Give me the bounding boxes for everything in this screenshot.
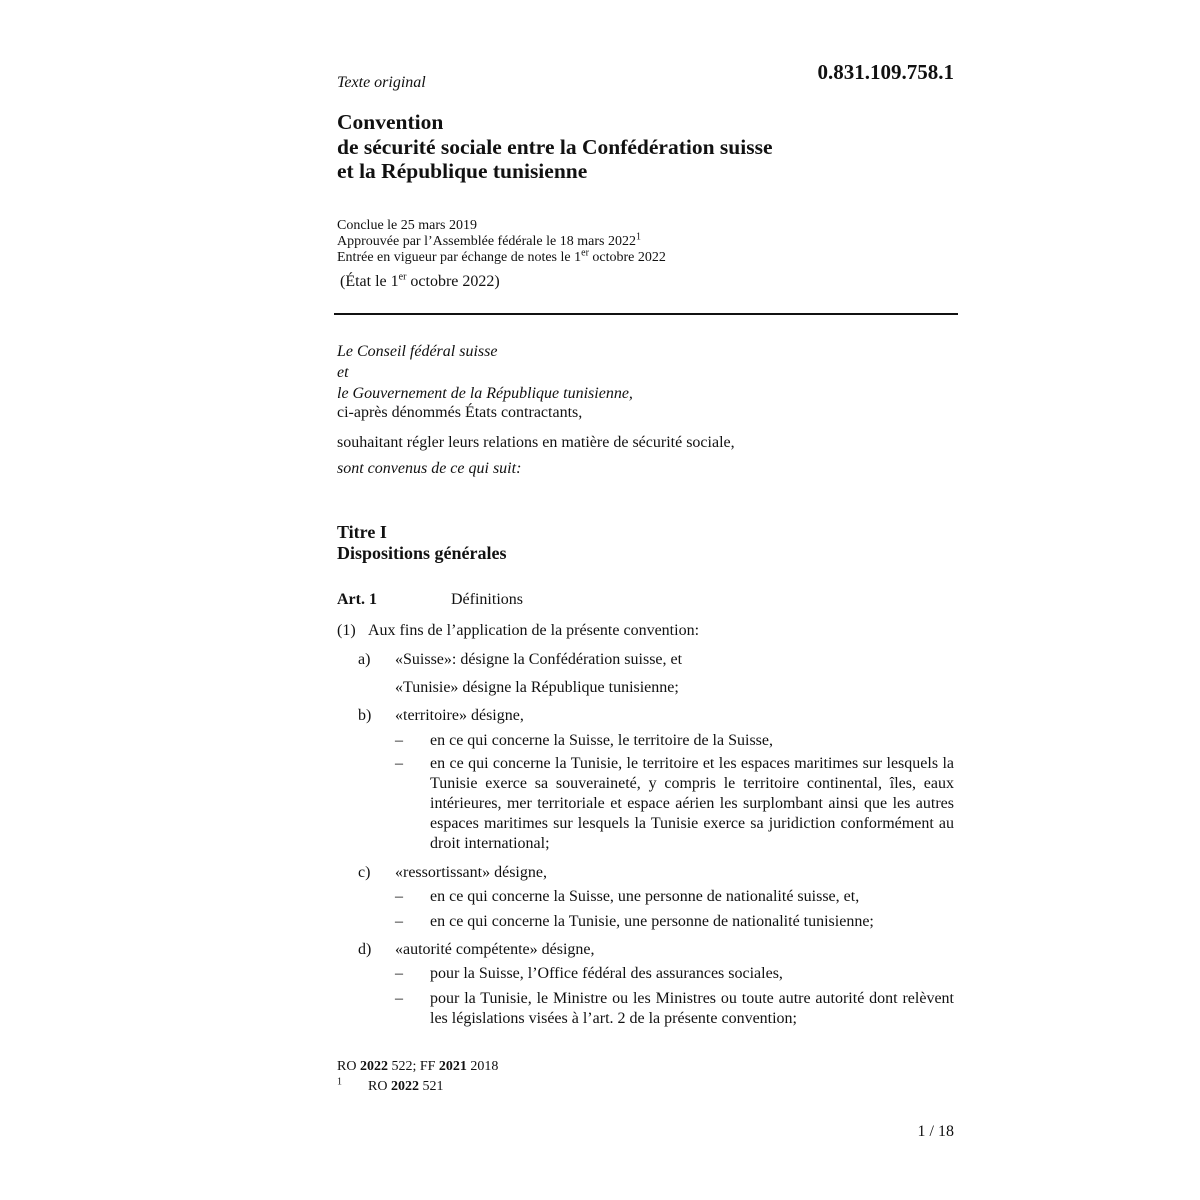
- item-c-intro: «ressortissant» désigne,: [395, 864, 547, 881]
- title-line-3: et la République tunisienne: [337, 159, 588, 183]
- article-number: Art. 1: [337, 591, 377, 608]
- paragraph-number: (1): [337, 622, 356, 639]
- dash-marker: –: [395, 990, 403, 1007]
- item-d-dash1: pour la Suisse, l’Office fédéral des assurances sociales,: [430, 965, 783, 982]
- dash-marker: –: [395, 732, 403, 749]
- footnotes: [337, 1057, 498, 1097]
- item-d-dash2: pour la Tunisie, le Ministre ou les Ministres ou toute autre autorité dont relèvent les législations visées à l’art. 2 de la présente convention;: [430, 990, 954, 1027]
- state-date: (État le 1er octobre 2022): [340, 271, 500, 290]
- item-a-line1: «Suisse»: désigne la Confédération suisse, et: [395, 651, 683, 668]
- party-swiss: Le Conseil fédéral suisse: [337, 343, 498, 360]
- item-a-line2: «Tunisie» désigne la République tunisienne;: [395, 679, 679, 696]
- title-line-2: de sécurité sociale entre la Confédération suisse: [337, 134, 773, 159]
- date-block: [337, 218, 666, 266]
- preamble-and: et: [337, 364, 349, 381]
- footnote-ref-1[interactable]: 1: [635, 231, 641, 243]
- approved-date: Approuvée par l’Assemblée fédérale le 18 mars 2022$^1$: [337, 231, 641, 249]
- header-divider: [334, 313, 958, 315]
- page-number: 1 / 18: [917, 1123, 954, 1140]
- publication-reference: RO 2022 522; FF 2021 2018: [337, 1059, 499, 1074]
- item-d-intro: «autorité compétente» désigne,: [395, 941, 595, 958]
- entry-into-force: Entrée en vigueur par échange de notes le 1er octobre 2022: [337, 247, 666, 265]
- document-title: [337, 110, 773, 184]
- item-b-dash1: en ce qui concerne la Suisse, le territoire de la Suisse,: [430, 732, 773, 749]
- dash-marker: –: [395, 965, 403, 982]
- title-line-1: Convention: [337, 110, 444, 134]
- paragraph-text: Aux fins de l’application de la présente convention:: [368, 622, 700, 639]
- agreed-clause: sont convenus de ce qui suit:: [337, 460, 522, 477]
- item-b-intro: «territoire» désigne,: [395, 707, 524, 724]
- concluded-date: Conclue le 25 mars 2019: [337, 218, 477, 233]
- item-b-dash2: en ce qui concerne la Tunisie, le territoire et les espaces maritimes sur lesquels la Tunisie exerce sa souveraineté, y compris le territoire continental, îles, eaux intérieures, mer territoriale et espace aérien les surplombant ainsi que les autres espaces maritimes sur lesquels la Tunisie exerce sa juridiction conformément au droit international;: [430, 755, 954, 852]
- titre-heading: [337, 522, 507, 564]
- item-c-dash2: en ce qui concerne la Tunisie, une personne de nationalité tunisienne;: [430, 913, 874, 930]
- dash-marker: –: [395, 913, 403, 930]
- titre-number: Titre I: [337, 522, 387, 542]
- sr-number: 0.831.109.758.1: [817, 60, 954, 84]
- footnote-1: $^1$ RO 2022 521: [337, 1076, 444, 1094]
- wishing-clause: souhaitant régler leurs relations en matière de sécurité sociale,: [337, 434, 735, 451]
- hereinafter: ci-après dénommés États contractants,: [337, 404, 583, 421]
- item-d-label: d): [358, 941, 372, 958]
- dash-marker: –: [395, 755, 403, 772]
- item-c-label: c): [358, 864, 371, 881]
- article-title: Définitions: [451, 591, 523, 608]
- item-b-label: b): [358, 707, 372, 724]
- document-label: Texte original: [337, 74, 426, 91]
- party-tunisia: le Gouvernement de la République tunisienne,: [337, 385, 633, 402]
- titre-name: Dispositions générales: [337, 543, 507, 563]
- item-c-dash1: en ce qui concerne la Suisse, une personne de nationalité suisse, et,: [430, 888, 860, 905]
- item-a-label: a): [358, 651, 371, 668]
- dash-marker: –: [395, 888, 403, 905]
